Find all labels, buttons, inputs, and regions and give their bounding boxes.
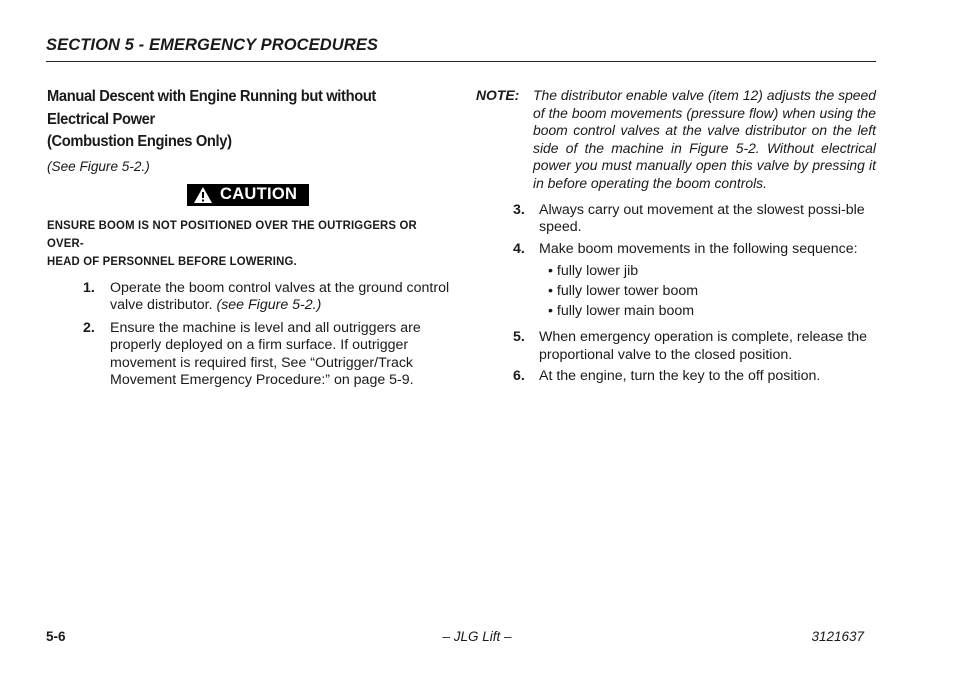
note-text: The distributor enable valve (item 12) adjusts the speed of the boom movements (pressure flow) when using the boom control valves at the valve distributor on the left side of the machine in Figure 5-2. Without electrical power you must manually open this valve by pressing it in before operating the boom controls. <box>533 87 876 191</box>
caution-banner-wrap <box>47 184 452 209</box>
caution-label: CAUTION <box>220 185 298 203</box>
page-header <box>46 35 876 62</box>
right-column <box>476 87 876 390</box>
section-title: SECTION 5 - EMERGENCY PROCEDURES <box>46 36 379 54</box>
right-steps-list <box>476 202 876 386</box>
step-1 <box>47 280 452 315</box>
step-number: 3. <box>513 201 525 218</box>
list-item: • fully lower tower boom <box>548 282 699 299</box>
caution-banner <box>187 184 309 206</box>
document-number: 3121637 <box>811 629 864 644</box>
warning-line-2: HEAD OF PERSONNEL BEFORE LOWERING. <box>47 253 297 268</box>
step-number: 5. <box>513 329 525 346</box>
step-5 <box>476 329 876 364</box>
step-text: When emergency operation is complete, release the proportional valve to the closed position. <box>539 329 868 363</box>
footer-brand: – JLG Lift – <box>442 629 512 644</box>
step-6 <box>476 368 876 386</box>
list-item: • fully lower main boom <box>548 302 695 319</box>
procedure-heading <box>47 86 452 154</box>
heading-line-2: Electrical Power <box>47 110 155 128</box>
warning-line-1: ENSURE BOOM IS NOT POSITIONED OVER THE OUTRIGGERS OR OVER- <box>47 217 417 250</box>
list-item: • fully lower jib <box>548 263 639 280</box>
warning-triangle-icon <box>193 186 213 204</box>
page-number: 5-6 <box>46 629 66 644</box>
left-steps-list <box>47 280 452 391</box>
step-number: 1. <box>83 279 95 296</box>
step-text: At the engine, turn the key to the off position. <box>539 368 821 385</box>
step-number: 6. <box>513 368 525 385</box>
left-column <box>47 86 452 395</box>
boom-sequence-list <box>476 262 876 321</box>
step-number: 4. <box>513 240 525 257</box>
step-text: Operate the boom control valves at the ground control valve distributor. <box>110 279 450 314</box>
step-text: Make boom movements in the following sequence: <box>539 240 858 257</box>
heading-line-1: Manual Descent with Engine Running but without <box>47 88 376 105</box>
heading-line-3: (Combustion Engines Only) <box>47 133 232 150</box>
step-text: Always carry out movement at the slowest possi-ble speed. <box>539 201 865 236</box>
see-figure-reference: (See Figure 5-2.) <box>47 158 150 174</box>
caution-warning-text <box>47 216 452 270</box>
step-4 <box>476 241 876 259</box>
note-block <box>476 87 876 193</box>
step-3 <box>476 202 876 237</box>
step-text: Ensure the machine is level and all outriggers are properly deployed on a firm surface. If outrigger movement is required first, See “Outrigger/Track Movement Emergency Procedure:” on page 5-9. <box>110 319 421 389</box>
figure-reference: (see Figure 5-2.) <box>216 297 322 314</box>
step-number: 2. <box>83 319 95 336</box>
step-2 <box>47 320 452 390</box>
note-label: NOTE: <box>476 87 520 103</box>
